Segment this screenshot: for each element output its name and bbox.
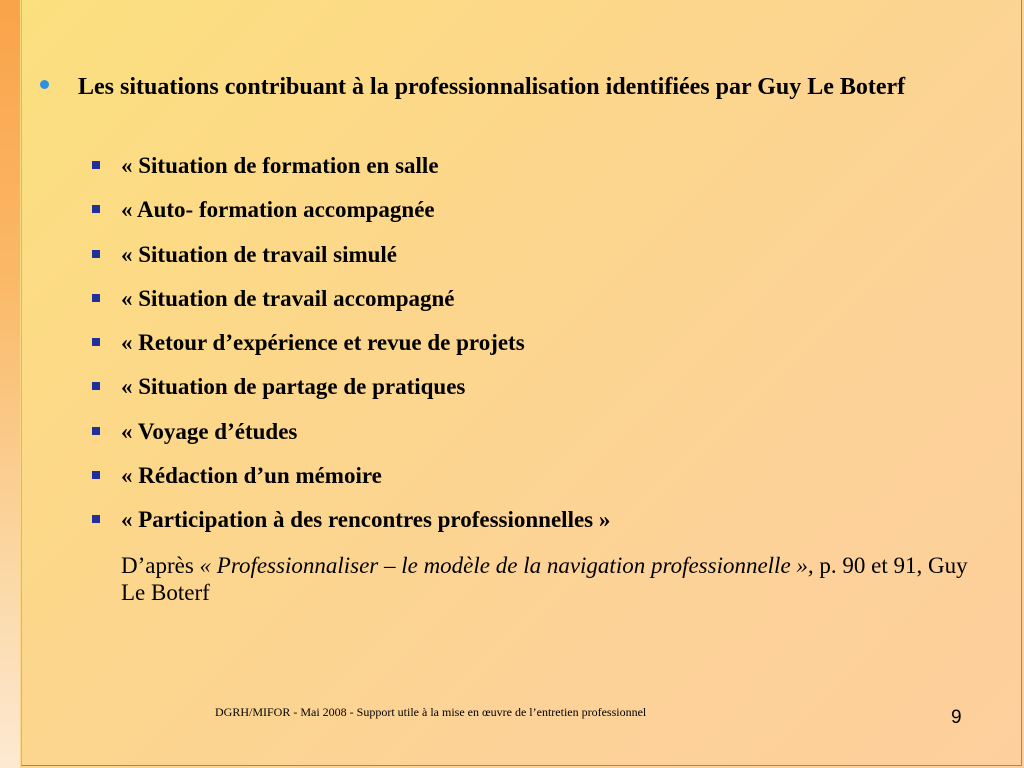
list-item-text: « Situation de formation en salle: [121, 153, 439, 178]
citation: [121, 552, 991, 606]
square-bullet-icon: [92, 471, 100, 479]
square-bullet-icon: [92, 515, 100, 523]
bullet-dot-icon: [40, 80, 49, 89]
list-item-text: « Situation de partage de pratiques: [121, 374, 466, 400]
left-accent-strip: [0, 0, 20, 768]
list-item-text: « Situation de travail simulé: [121, 241, 398, 267]
square-bullet-icon: [92, 205, 100, 213]
page-number: 9: [951, 707, 962, 728]
citation-prefix: D’après: [121, 553, 200, 578]
square-bullet-icon: [92, 161, 100, 169]
list-item-text: « Situation de travail accompagné: [121, 285, 455, 311]
square-bullet-icon: [92, 382, 100, 390]
list-item-text: « Auto- formation accompagnée: [121, 197, 435, 223]
main-bullet-text: Les situations contribuant à la professionnalisation identifiées par Guy Le Boterf: [78, 74, 906, 100]
square-bullet-icon: [92, 338, 100, 346]
citation-suffix: p. 90 et 91, Guy Le Boterf: [121, 553, 968, 605]
list-item-text: « Voyage d’études: [121, 418, 298, 444]
list-item-text: « Retour d’expérience et revue de projets: [121, 330, 525, 356]
list-item-text: « Participation à des rencontres professionnelles »: [121, 507, 611, 533]
square-bullet-icon: [92, 250, 100, 258]
square-bullet-icon: [92, 427, 100, 435]
citation-title: « Professionnaliser – le modèle de la navigation professionnelle »,: [199, 553, 814, 578]
square-bullet-icon: [92, 294, 100, 302]
slide-footer: DGRH/MIFOR - Mai 2008 - Support utile à la mise en œuvre de l’entretien professionnel: [215, 705, 647, 719]
list-item-text: « Rédaction d’un mémoire: [121, 463, 382, 489]
